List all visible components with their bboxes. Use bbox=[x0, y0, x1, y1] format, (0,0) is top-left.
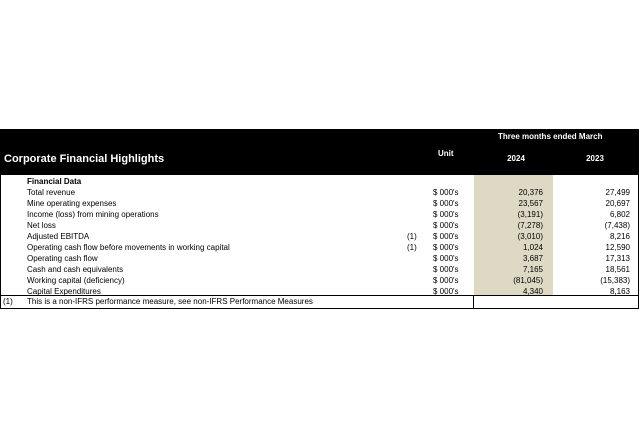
row-unit: $ 000's bbox=[433, 232, 459, 241]
row-label: Net loss bbox=[27, 221, 56, 230]
footnote bbox=[0, 295, 638, 309]
table-header bbox=[0, 129, 638, 175]
table-row bbox=[0, 275, 638, 286]
row-label: Working capital (deficiency) bbox=[27, 276, 125, 285]
period-header: Three months ended March bbox=[498, 132, 603, 141]
value-2024: 4,340 bbox=[522, 287, 543, 296]
row-unit: $ 000's bbox=[433, 243, 459, 252]
footnote-mark: (1) bbox=[3, 297, 13, 306]
row-unit: $ 000's bbox=[433, 210, 459, 219]
value-2024: (81,045) bbox=[513, 276, 543, 285]
value-2023: (7,438) bbox=[604, 221, 630, 230]
year-2023-header: 2023 bbox=[586, 154, 604, 163]
row-unit: $ 000's bbox=[433, 276, 459, 285]
value-2024: (3,191) bbox=[517, 210, 543, 219]
value-2023: 6,802 bbox=[609, 210, 630, 219]
value-2024: 7,165 bbox=[522, 265, 543, 274]
value-2024: 23,567 bbox=[518, 199, 543, 208]
row-note: (1) bbox=[407, 232, 417, 241]
table-title: Corporate Financial Highlights bbox=[4, 153, 165, 165]
row-unit: $ 000's bbox=[433, 188, 459, 197]
row-label: Total revenue bbox=[27, 188, 76, 197]
value-2023: 8,163 bbox=[609, 287, 630, 296]
table-row bbox=[0, 264, 638, 275]
row-label: Cash and cash equivalents bbox=[27, 265, 124, 274]
row-note: (1) bbox=[407, 243, 417, 252]
row-unit: $ 000's bbox=[433, 265, 459, 274]
value-2023: 27,499 bbox=[605, 188, 630, 197]
table-row bbox=[0, 220, 638, 231]
table-row bbox=[0, 253, 638, 264]
year-2024-header: 2024 bbox=[507, 154, 525, 163]
table-row bbox=[0, 209, 638, 220]
unit-column-header: Unit bbox=[438, 149, 454, 158]
table-row bbox=[0, 231, 638, 242]
value-2023: (15,383) bbox=[600, 276, 630, 285]
row-label: Operating cash flow before movements in working capital bbox=[27, 243, 230, 252]
row-label: Capital Expenditures bbox=[27, 287, 101, 296]
value-2024: (7,278) bbox=[517, 221, 543, 230]
value-2024: (3,010) bbox=[517, 232, 543, 241]
row-unit: $ 000's bbox=[433, 254, 459, 263]
value-2024: 3,687 bbox=[522, 254, 543, 263]
row-unit: $ 000's bbox=[433, 221, 459, 230]
section-label: Financial Data bbox=[27, 177, 82, 186]
table-row bbox=[0, 187, 638, 198]
value-2023: 20,697 bbox=[605, 199, 630, 208]
value-2023: 18,561 bbox=[605, 265, 630, 274]
table-row bbox=[0, 242, 638, 253]
row-label: Adjusted EBITDA bbox=[27, 232, 90, 241]
financial-highlights-table bbox=[0, 129, 639, 309]
value-2023: 17,313 bbox=[605, 254, 630, 263]
row-unit: $ 000's bbox=[433, 287, 459, 296]
value-2023: 8,216 bbox=[609, 232, 630, 241]
value-2023: 12,590 bbox=[605, 243, 630, 252]
value-2024: 1,024 bbox=[522, 243, 543, 252]
row-label: Income (loss) from mining operations bbox=[27, 210, 159, 219]
value-2024: 20,376 bbox=[518, 188, 543, 197]
row-label: Operating cash flow bbox=[27, 254, 98, 263]
section-row bbox=[0, 176, 638, 187]
row-unit: $ 000's bbox=[433, 199, 459, 208]
row-label: Mine operating expenses bbox=[27, 199, 117, 208]
footnote-text: This is a non-IFRS performance measure, see non-IFRS Performance Measures bbox=[27, 297, 313, 306]
table-row bbox=[0, 198, 638, 209]
